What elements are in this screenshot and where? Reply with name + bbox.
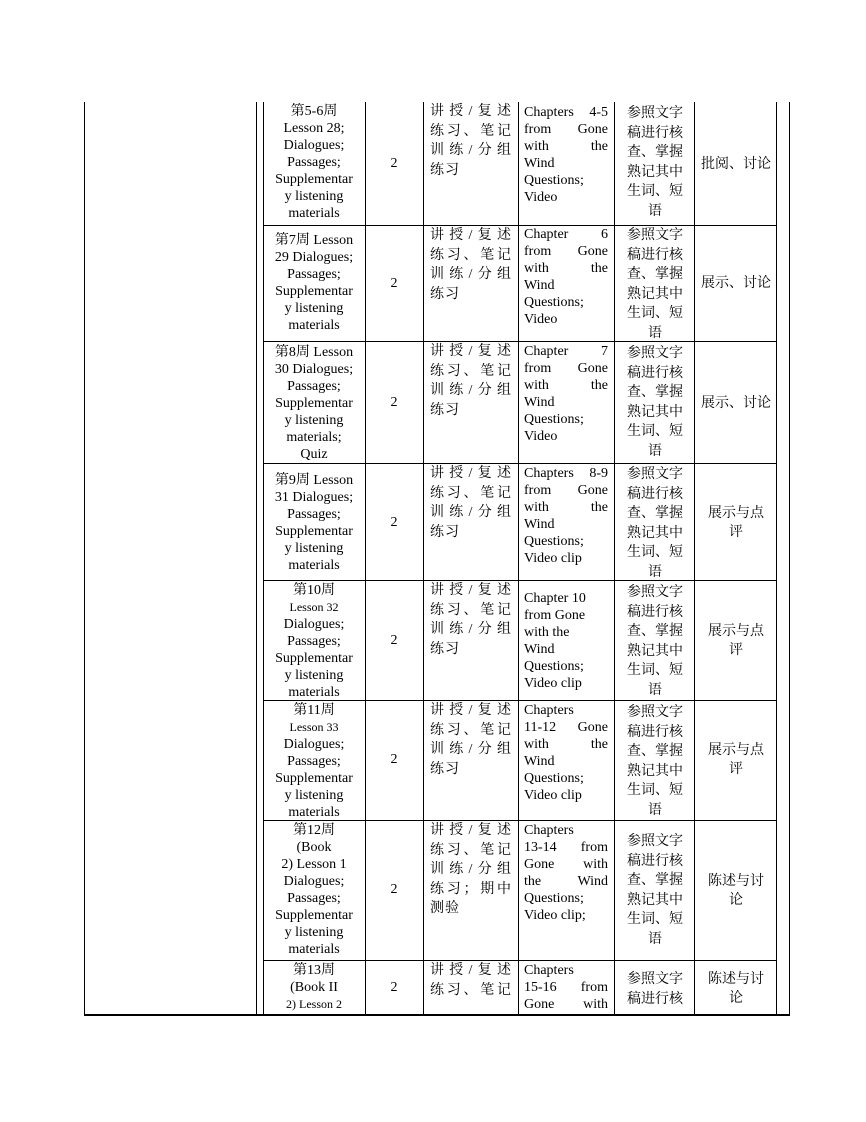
week-line: y listening (284, 925, 344, 940)
assessment-cell (696, 741, 776, 779)
method-cell (430, 226, 512, 304)
content-line: with the (524, 261, 608, 276)
method-line: 训练/分组 (430, 383, 512, 398)
week-line: materials; (286, 430, 342, 445)
method-line: 练习、笔记 (430, 485, 512, 501)
week-line: materials (288, 942, 340, 957)
week-line: 31 Dialogues; (274, 490, 354, 505)
content-line: Questions; (524, 891, 584, 906)
review-line: 语 (648, 443, 662, 459)
week-line: Quiz (300, 447, 328, 462)
review-line: 查、掌握 (627, 744, 683, 759)
week-line: y listening (284, 668, 344, 683)
review-line: 生词、短 (627, 663, 683, 678)
week-line: Supplementar (275, 771, 353, 786)
week-line: 第7周 Lesson (274, 233, 354, 248)
week-line: 2) Lesson 2 (286, 997, 342, 1011)
review-line: 参照文字 (627, 972, 683, 987)
review-line: 查、掌握 (627, 624, 683, 639)
assessment-cell (696, 872, 776, 910)
method-line: 训练/分组 (430, 505, 512, 520)
review-line: 稿进行核 (627, 247, 683, 263)
row-separator (263, 225, 776, 226)
table-border-col8 (776, 102, 777, 1016)
method-cell (430, 581, 512, 659)
content-line: Video clip (524, 551, 582, 566)
week-line: y listening (284, 541, 344, 556)
method-line: 讲授/复述 (430, 466, 512, 481)
table-border-col5 (518, 102, 519, 1016)
assessment-cell (696, 274, 776, 293)
week-line: y listening (284, 413, 344, 428)
assessment-line: 陈述与讨 (708, 972, 764, 987)
week-cell (264, 103, 364, 222)
table-border-right (789, 102, 790, 1016)
review-line: 参照文字 (627, 585, 683, 600)
review-line: 参照文字 (627, 467, 683, 482)
method-line: 训练/分组 (430, 862, 512, 877)
content-line: the Wind (524, 874, 608, 889)
week-line: Passages; (287, 754, 341, 769)
week-line: Passages; (287, 891, 341, 906)
review-line: 语 (648, 203, 662, 219)
content-line: Wind (524, 395, 555, 410)
content-line: with the (524, 500, 608, 515)
method-line: 讲授/复述 (430, 963, 512, 978)
content-line: with the (524, 737, 608, 752)
hours-cell: 2 (390, 515, 398, 530)
row-separator (263, 580, 776, 581)
review-line: 查、掌握 (627, 145, 683, 160)
week-line: y listening (284, 189, 344, 204)
method-line: 练习、笔记 (430, 602, 512, 618)
week-line: Passages; (287, 634, 341, 649)
content-cell (524, 962, 608, 1014)
week-line: materials (288, 206, 340, 221)
content-line: Chapter 7 (524, 344, 608, 359)
content-line: 11-12 Gone (524, 720, 608, 735)
content-line: 15-16 from (524, 980, 608, 995)
review-line: 稿进行核 (627, 604, 683, 620)
week-line: materials (288, 318, 340, 333)
review-line: 语 (648, 325, 662, 341)
review-line: 生词、短 (627, 783, 683, 798)
method-line: 练习 (430, 524, 460, 540)
table-border-col3 (365, 102, 366, 1016)
method-line: 练习 (430, 761, 460, 777)
week-cell (264, 232, 364, 334)
content-cell (524, 104, 608, 206)
week-line: Supplementar (275, 284, 353, 299)
week-line: Dialogues; (283, 617, 345, 632)
assessment-cell (696, 155, 776, 174)
method-line: 练习、笔记 (430, 123, 512, 139)
week-cell (264, 702, 364, 821)
week-line: 第5-6周 (290, 104, 338, 119)
week-line: 第13周 (293, 963, 335, 978)
hours-cell: 2 (390, 752, 398, 767)
table-border-col1 (256, 102, 257, 1016)
content-cell (524, 226, 608, 328)
assessment-line: 展示与点 (708, 506, 764, 521)
row-separator (263, 463, 776, 464)
content-line: Wind (524, 517, 555, 532)
week-line: Lesson 33 (289, 720, 339, 734)
content-line: Video clip (524, 676, 582, 691)
week-line: y listening (284, 301, 344, 316)
table-border-left (84, 102, 85, 1016)
method-line: 练习、笔记 (430, 982, 512, 998)
content-cell (524, 590, 608, 692)
assessment-line: 评 (729, 525, 743, 540)
content-line: Video clip; (524, 908, 586, 923)
row-separator (263, 341, 776, 342)
review-line: 语 (648, 682, 662, 698)
week-line: Dialogues; (283, 737, 345, 752)
review-line: 语 (648, 931, 662, 947)
week-line: 29 Dialogues; (274, 250, 354, 265)
content-line: Questions; (524, 173, 584, 188)
review-line: 熟记其中 (627, 643, 683, 659)
review-line: 稿进行核 (627, 486, 683, 502)
content-cell (524, 343, 608, 445)
content-line: Gone with (524, 997, 608, 1012)
week-cell (264, 344, 364, 463)
method-line: 训练/分组 (430, 622, 512, 637)
week-line: Supplementar (275, 396, 353, 411)
method-line: 练习、笔记 (430, 247, 512, 263)
review-line: 熟记其中 (627, 286, 683, 302)
week-line: (Book II (290, 980, 338, 995)
review-cell (622, 465, 688, 582)
assessment-line: 批阅、讨论 (701, 157, 771, 172)
review-line: 生词、短 (627, 306, 683, 321)
content-line: from Gone (524, 244, 608, 259)
review-line: 查、掌握 (627, 267, 683, 282)
week-line: Lesson 28; (283, 121, 345, 136)
week-line: Passages; (287, 379, 341, 394)
method-cell (430, 821, 512, 919)
method-line: 讲授/复述 (430, 228, 512, 243)
content-line: Video (524, 190, 558, 205)
content-line: Chapters (524, 703, 574, 718)
week-line: Supplementar (275, 908, 353, 923)
week-line: Dialogues; (283, 874, 345, 889)
review-cell (622, 832, 688, 949)
review-line: 生词、短 (627, 184, 683, 199)
content-line: Wind (524, 278, 555, 293)
week-line: Supplementar (275, 172, 353, 187)
content-line: Chapters (524, 823, 574, 838)
content-line: from Gone (524, 608, 586, 623)
content-cell (524, 822, 608, 924)
review-line: 参照文字 (627, 346, 683, 361)
method-line: 练习、笔记 (430, 722, 512, 738)
content-line: Chapters 4-5 (524, 105, 608, 120)
hours-cell: 2 (390, 882, 398, 897)
method-line: 讲授/复述 (430, 823, 512, 838)
review-line: 查、掌握 (627, 385, 683, 400)
review-line: 生词、短 (627, 545, 683, 560)
method-line: 讲授/复述 (430, 104, 512, 119)
review-line: 生词、短 (627, 912, 683, 927)
review-line: 查、掌握 (627, 506, 683, 521)
row-separator (263, 960, 776, 961)
table-border-col6 (614, 102, 615, 1016)
week-line: y listening (284, 788, 344, 803)
review-line: 稿进行核 (627, 853, 683, 869)
content-line: Questions; (524, 295, 584, 310)
week-line: materials (288, 805, 340, 820)
review-line: 稿进行核 (627, 125, 683, 141)
content-line: Gone with (524, 857, 608, 872)
method-cell (430, 342, 512, 420)
content-line: Chapter 6 (524, 227, 608, 242)
review-line: 生词、短 (627, 424, 683, 439)
review-cell (622, 703, 688, 820)
review-line: 语 (648, 802, 662, 818)
content-line: from Gone (524, 122, 608, 137)
week-line: 30 Dialogues; (274, 362, 354, 377)
review-line: 熟记其中 (627, 892, 683, 908)
hours-cell: 2 (390, 156, 398, 171)
assessment-cell (696, 622, 776, 660)
method-line: 测验 (430, 901, 460, 916)
content-line: Questions; (524, 659, 584, 674)
review-line: 参照文字 (627, 228, 683, 243)
review-line: 熟记其中 (627, 404, 683, 420)
content-line: with the (524, 139, 608, 154)
review-line: 熟记其中 (627, 525, 683, 541)
week-cell (264, 822, 364, 958)
content-line: from Gone (524, 483, 608, 498)
method-cell (430, 102, 512, 180)
review-line: 参照文字 (627, 705, 683, 720)
content-line: from Gone (524, 361, 608, 376)
assessment-line: 评 (729, 643, 743, 658)
assessment-line: 论 (729, 991, 743, 1006)
method-cell (430, 464, 512, 542)
week-line: Passages; (287, 267, 341, 282)
content-line: Questions; (524, 412, 584, 427)
method-cell (430, 701, 512, 779)
content-line: with the (524, 625, 570, 640)
table-border-col4 (423, 102, 424, 1016)
content-line: with the (524, 378, 608, 393)
content-line: Chapter 10 (524, 591, 586, 606)
assessment-line: 评 (729, 762, 743, 777)
content-line: 13-14 from (524, 840, 608, 855)
method-line: 练习 (430, 402, 460, 418)
method-line: 练习 (430, 286, 460, 302)
week-line: 2) Lesson 1 (281, 857, 347, 872)
week-line: 第8周 Lesson (274, 345, 354, 360)
week-line: 第9周 Lesson (274, 473, 354, 488)
content-line: Questions; (524, 534, 584, 549)
content-line: Questions; (524, 771, 584, 786)
method-line: 讲授/复述 (430, 703, 512, 718)
review-line: 语 (648, 564, 662, 580)
hours-cell: 2 (390, 395, 398, 410)
week-line: Supplementar (275, 651, 353, 666)
review-line: 熟记其中 (627, 763, 683, 779)
method-line: 训练/分组 (430, 267, 512, 282)
content-line: Wind (524, 642, 555, 657)
method-line: 训练/分组 (430, 742, 512, 757)
week-line: materials (288, 558, 340, 573)
assessment-line: 展示与点 (708, 624, 764, 639)
assessment-line: 展示、讨论 (701, 276, 771, 291)
assessment-line: 陈述与讨 (708, 874, 764, 889)
assessment-line: 展示、讨论 (701, 396, 771, 411)
week-line: 第10周 (293, 583, 335, 598)
content-line: Video clip (524, 788, 582, 803)
method-line: 讲授/复述 (430, 344, 512, 359)
review-cell (622, 970, 688, 1014)
review-line: 查、掌握 (627, 873, 683, 888)
content-line: Video (524, 312, 558, 327)
content-cell (524, 702, 608, 804)
week-line: 第11周 (293, 703, 335, 718)
method-line: 训练/分组 (430, 143, 512, 158)
content-line: Wind (524, 754, 555, 769)
week-line: 第12周 (293, 823, 335, 838)
assessment-cell (696, 394, 776, 413)
table-bottom-border (84, 1014, 790, 1016)
review-line: 参照文字 (627, 834, 683, 849)
review-line: 稿进行核 (627, 365, 683, 381)
review-cell (622, 104, 688, 221)
method-line: 讲授/复述 (430, 583, 512, 598)
hours-cell: 2 (390, 980, 398, 995)
week-line: Lesson 32 (289, 600, 339, 614)
assessment-cell (696, 970, 776, 1008)
method-line: 练习；期中 (430, 881, 512, 897)
hours-cell: 2 (390, 276, 398, 291)
review-line: 参照文字 (627, 106, 683, 121)
week-cell (264, 962, 364, 1014)
table-border-col7 (694, 102, 695, 1016)
content-line: Chapters 8-9 (524, 466, 608, 481)
week-line: Supplementar (275, 524, 353, 539)
method-cell (430, 961, 512, 1013)
week-line: Dialogues; (283, 138, 345, 153)
week-cell (264, 472, 364, 574)
review-cell (622, 344, 688, 461)
week-line: (Book (296, 840, 332, 855)
method-line: 练习、笔记 (430, 842, 512, 858)
week-line: Passages; (287, 507, 341, 522)
content-line: Wind (524, 156, 555, 171)
assessment-cell (696, 504, 776, 542)
method-line: 练习 (430, 162, 460, 178)
method-line: 练习、笔记 (430, 363, 512, 379)
review-line: 稿进行核 (627, 724, 683, 740)
content-line: Chapters (524, 963, 574, 978)
method-line: 练习 (430, 641, 460, 657)
assessment-line: 展示与点 (708, 743, 764, 758)
review-cell (622, 583, 688, 700)
week-line: Passages; (287, 155, 341, 170)
content-line: Video (524, 429, 558, 444)
assessment-line: 论 (729, 893, 743, 908)
week-line: materials (288, 685, 340, 700)
content-cell (524, 465, 608, 567)
hours-cell: 2 (390, 633, 398, 648)
review-line: 稿进行核 (627, 991, 683, 1007)
week-cell (264, 582, 364, 701)
review-line: 熟记其中 (627, 164, 683, 180)
review-cell (622, 226, 688, 343)
